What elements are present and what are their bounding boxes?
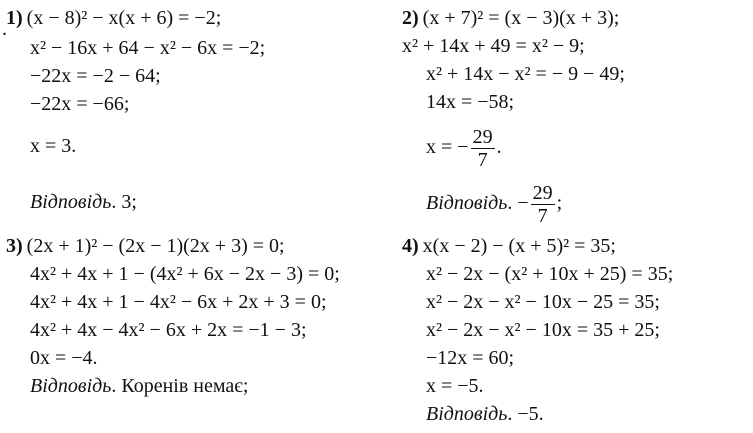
problem-3-answer: Відповідь. Коренів немає; bbox=[30, 375, 249, 397]
problem-3-line-2: 4x² + 4x + 1 − (4x² + 6x − 2x − 3) = 0; bbox=[30, 263, 340, 285]
problem-4-line-2: x² − 2x − (x² + 10x + 25) = 35; bbox=[426, 263, 674, 285]
problem-1-answer: Відповідь. 3; bbox=[30, 191, 137, 213]
problem-1-number: 1) bbox=[6, 7, 23, 29]
problem-2-answer-fraction: $\frac{29}{7}$ bbox=[532, 181, 553, 227]
problem-1-line-2: x² − 16x + 64 − x² − 6x = −2; bbox=[30, 37, 266, 59]
problem-1-line-4: −22x = −66; bbox=[30, 93, 130, 115]
problem-4-answer: Відповідь. −5. bbox=[426, 403, 544, 425]
problem-2-number: 2) bbox=[402, 7, 419, 29]
problem-1-line-5: x = 3. bbox=[30, 135, 77, 157]
problem-3-line-1: 3) (2x + 1)² − (2x − 1)(2x + 3) = 0; bbox=[6, 235, 285, 257]
problem-2-line-3: x² + 14x − x² = − 9 − 49; bbox=[426, 63, 625, 85]
problem-2-line-2: x² + 14x + 49 = x² − 9; bbox=[402, 35, 585, 57]
problem-2-fraction: $\frac{29}{7}$ bbox=[472, 125, 493, 171]
problem-2-line-5: x = − $\frac{29}{7}$ . bbox=[426, 125, 502, 171]
problem-4-line-5: −12x = 60; bbox=[426, 347, 515, 369]
problem-1-line-3: −22x = −2 − 64; bbox=[30, 65, 161, 87]
problem-4-line-4: x² − 2x − x² − 10x = 35 + 25; bbox=[426, 319, 660, 341]
problem-2-line-1: 2) (x + 7)² = (x − 3)(x + 3); bbox=[402, 7, 620, 29]
problem-4-line-6: x = −5. bbox=[426, 375, 484, 397]
margin-dot: . bbox=[2, 18, 7, 40]
problem-4-number: 4) bbox=[402, 235, 419, 257]
problem-3-line-4: 4x² + 4x − 4x² − 6x + 2x = −1 − 3; bbox=[30, 319, 307, 341]
problem-3-line-5: 0x = −4. bbox=[30, 347, 98, 369]
problem-1-line-1: 1) (x − 8)² − x(x + 6) = −2; bbox=[6, 7, 222, 29]
problem-2-answer: Відповідь. − $\frac{29}{7}$ ; bbox=[426, 181, 563, 227]
problem-4-line-3: x² − 2x − x² − 10x − 25 = 35; bbox=[426, 291, 660, 313]
problem-3-number: 3) bbox=[6, 235, 23, 257]
problem-2-line-4: 14x = −58; bbox=[426, 91, 515, 113]
problem-4-line-1: 4) x(x − 2) − (x + 5)² = 35; bbox=[402, 235, 616, 257]
problem-3-line-3: 4x² + 4x + 1 − 4x² − 6x + 2x + 3 = 0; bbox=[30, 291, 327, 313]
